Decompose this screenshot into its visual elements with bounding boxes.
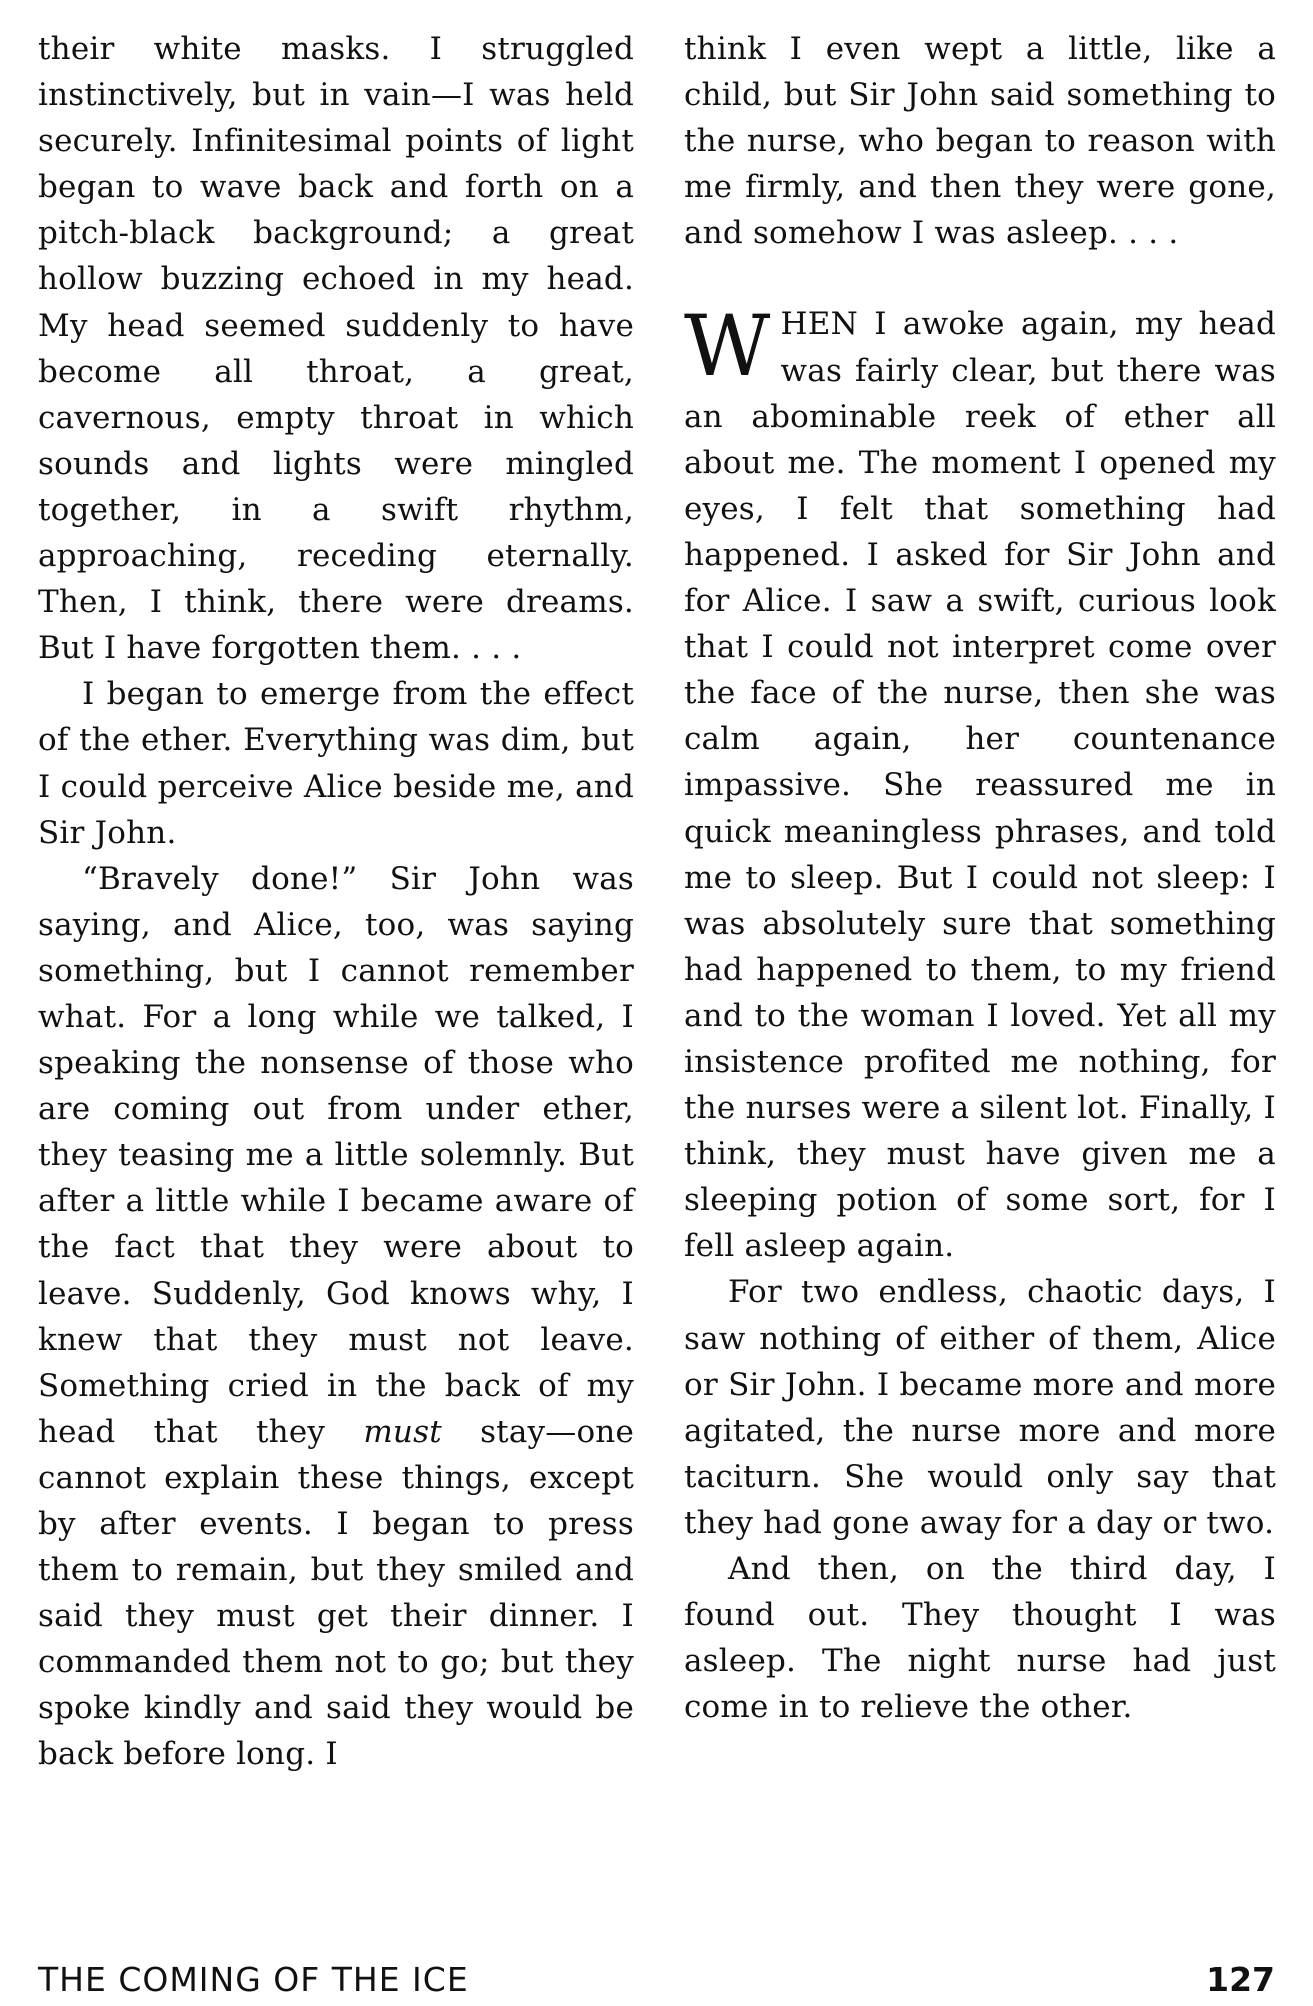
paragraph-emerge: I began to emerge from the effect of the ether. Everything was dim, but I could perceive Alice beside me, and Sir John. <box>38 676 634 851</box>
right-text-column <box>684 26 1276 1730</box>
paragraph-awoke-text: HEN I awoke again, my head was fairly clear, but there was an abominable reek of ether all about me. The moment I opened my eyes, I felt that something had happened. I asked for Sir John and for Alice. I saw a swift, curious look that I could not interpret come over the face of the nurse, then she was calm again, her countenance impassive. She reassured me in quick meaningless phrases, and told me to sleep. But I could not sleep: I was absolutely sure that something had happened to them, to my friend and to the woman I loved. Yet all my insistence profited me nothing, for the nurses were a silent lot. Finally, I think, they must have given me a sleeping potion of some sort, for I fell asleep again. <box>684 306 1276 1265</box>
paragraph-awoke <box>684 297 1276 1269</box>
paragraph-wept: think I even wept a little, like a child, but Sir John said something to the nurse, who began to reason with me firmly, and then they were gone, and somehow I was asleep. . . . <box>684 31 1276 252</box>
emphasis-must: must <box>363 1413 442 1450</box>
paragraph-bravely-done-end: stay—one cannot explain these things, except by after events. I began to press them to remain, but they smiled and said they must get their dinner. I commanded them not to go; but they spoke kindly and said they would be back before long. I <box>38 1413 635 1773</box>
paragraph-third-day: And then, on the third day, I found out. They thought I was asleep. The night nurse had just come in to relieve the other. <box>684 1551 1276 1726</box>
paragraph-two-days: For two endless, chaotic days, I saw nothing of either of them, Alice or Sir John. I became more and more agitated, the nurse more and more taciturn. She would only say that they had gone away for a day or two. <box>684 1274 1276 1541</box>
page-number: 127 <box>1206 1960 1275 1999</box>
paragraph-ether-dream: their white masks. I struggled instinctively, but in vain—I was held securely. Infinitesimal points of light began to wave back and forth on a pitch-black background; a great hollow buzzing echoed in my head. My head seemed suddenly to have become all throat, a great, cavernous, empty throat in which sounds and lights were mingled together, in a swift rhythm, approaching, receding eternally. Then, I think, there were dreams. But I have forgotten them. . . . <box>38 31 634 667</box>
left-text-column <box>38 26 634 1778</box>
drop-cap: W <box>684 297 771 396</box>
section-gap <box>684 256 1276 301</box>
running-footer-title: THE COMING OF THE ICE <box>38 1960 469 1999</box>
paragraph-bravely-done <box>38 856 634 1778</box>
paragraph-bravely-done-start: “Bravely done!” Sir John was saying, and Alice, too, was saying something, but I cannot remember what. For a long while we talked, I speaking the nonsense of those who are coming out from under ether, they teasing me a little solemnly. But after a little while I became aware of the fact that they were about to leave. Suddenly, God knows why, I knew that they must not leave. Something cried in the back of my head that they <box>38 860 634 1450</box>
